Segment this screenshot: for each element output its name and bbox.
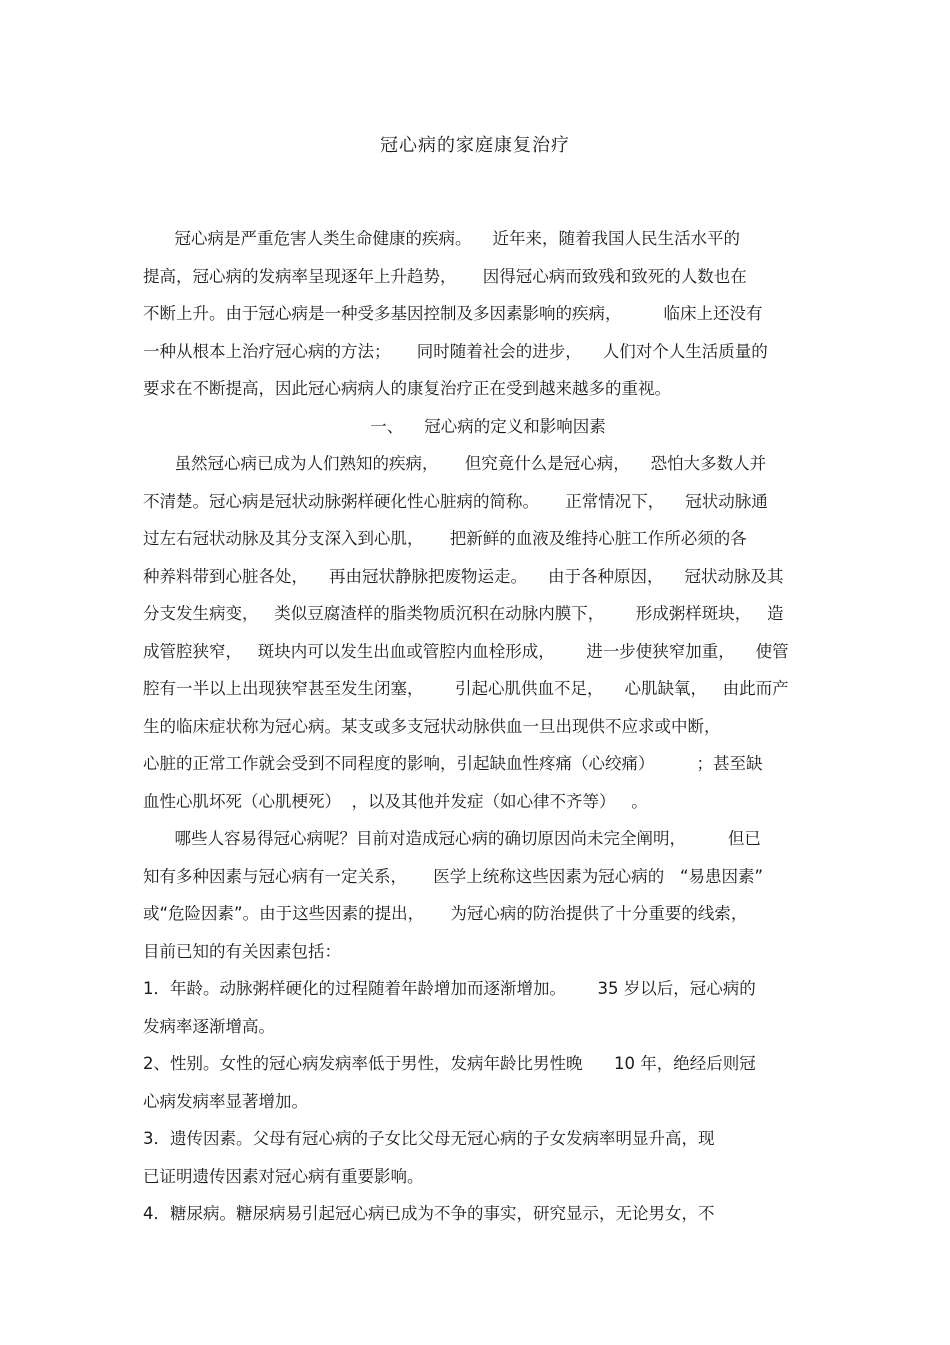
paragraph-line: 知有多种因素与冠心病有一定关系， 医学上统称这些因素为冠心病的 “易患因素” bbox=[143, 866, 764, 886]
paragraph-line: 生的临床症状称为冠心病。某支或多支冠状动脉供血一旦出现供不应求或中断， bbox=[143, 716, 721, 736]
document-body bbox=[143, 220, 823, 1233]
paragraph-line: 不断上升。由于冠心病是一种受多基因控制及多因素影响的疾病， 临床上还没有 bbox=[143, 304, 763, 323]
list-item-line: 1．年龄。动脉粥样硬化的过程随着年龄增加而逐渐增加。 35 岁以后，冠心病的 bbox=[143, 979, 756, 998]
list-item-line: 3．遗传因素。父母有冠心病的子女比父母无冠心病的子女发病率明显升高，现 bbox=[143, 1129, 715, 1148]
paragraph-line: 目前已知的有关因素包括： bbox=[143, 941, 341, 961]
paragraph-line: 提高，冠心病的发病率呈现逐年上升趋势， 因得冠心病而致残和致死的人数也在 bbox=[143, 266, 747, 286]
paragraph-line: 分支发生病变， 类似豆腐渣样的脂类物质沉积在动脉内膜下， 形成粥样斑块， 造 bbox=[143, 604, 784, 623]
paragraph-line: 种养料带到心脏各处， 再由冠状静脉把废物运走。 由于各种原因， 冠状动脉及其 bbox=[143, 566, 784, 586]
paragraph-line: 或“危险因素”。由于这些因素的提出， 为冠心病的防治提供了十分重要的线索， bbox=[143, 904, 748, 923]
list-item-line: 心病发病率显著增加。 bbox=[143, 1091, 308, 1111]
paragraph-line: 一种从根本上治疗冠心病的方法； 同时随着社会的进步， 人们对个人生活质量的 bbox=[143, 341, 768, 361]
paragraph-line: 成管腔狭窄， 斑块内可以发生出血或管腔内血栓形成， 进一步使狭窄加重， 使管 bbox=[143, 641, 789, 661]
document-title: 冠心病的家庭康复治疗 bbox=[380, 135, 570, 156]
paragraph-line: 腔有一半以上出现狭窄甚至发生闭塞， 引起心肌供血不足， 心肌缺氧， 由此而产 bbox=[143, 679, 789, 698]
paragraph-line: 不清楚。冠心病是冠状动脉粥样硬化性心脏病的简称。 正常情况下， 冠状动脉通 bbox=[143, 491, 768, 511]
paragraph-line: 过左右冠状动脉及其分支深入到心肌， 把新鲜的血液及维持心脏工作所必须的各 bbox=[143, 529, 747, 548]
list-item-line: 已证明遗传因素对冠心病有重要影响。 bbox=[143, 1166, 424, 1186]
paragraph-line: 冠心病是严重危害人类生命健康的疾病。 近年来，随着我国人民生活水平的 bbox=[143, 229, 740, 248]
paragraph-line: 心脏的正常工作就会受到不同程度的影响，引起缺血性疼痛（心绞痛） ；甚至缺 bbox=[143, 754, 763, 773]
list-item-line: 发病率逐渐增高。 bbox=[143, 1016, 275, 1036]
paragraph-line: 血性心肌坏死（心肌梗死） ，以及其他并发症（如心律不齐等） 。 bbox=[143, 791, 648, 811]
section-heading: 一、 冠心病的定义和影响因素 bbox=[370, 416, 606, 436]
list-item-line: 4．糖尿病。糖尿病易引起冠心病已成为不争的事实，研究显示，无论男女，不 bbox=[143, 1204, 715, 1223]
list-item-line: 2、性别。女性的冠心病发病率低于男性，发病年龄比男性晚 10 年，绝经后则冠 bbox=[143, 1054, 756, 1073]
paragraph-line: 要求在不断提高，因此冠心病病人的康复治疗正在受到越来越多的重视。 bbox=[143, 379, 671, 398]
paragraph-line: 虽然冠心病已成为人们熟知的疾病， 但究竟什么是冠心病， 恐怕大多数人并 bbox=[143, 454, 767, 473]
paragraph-line: 哪些人容易得冠心病呢？目前对造成冠心病的确切原因尚未完全阐明， 但已 bbox=[143, 829, 761, 848]
